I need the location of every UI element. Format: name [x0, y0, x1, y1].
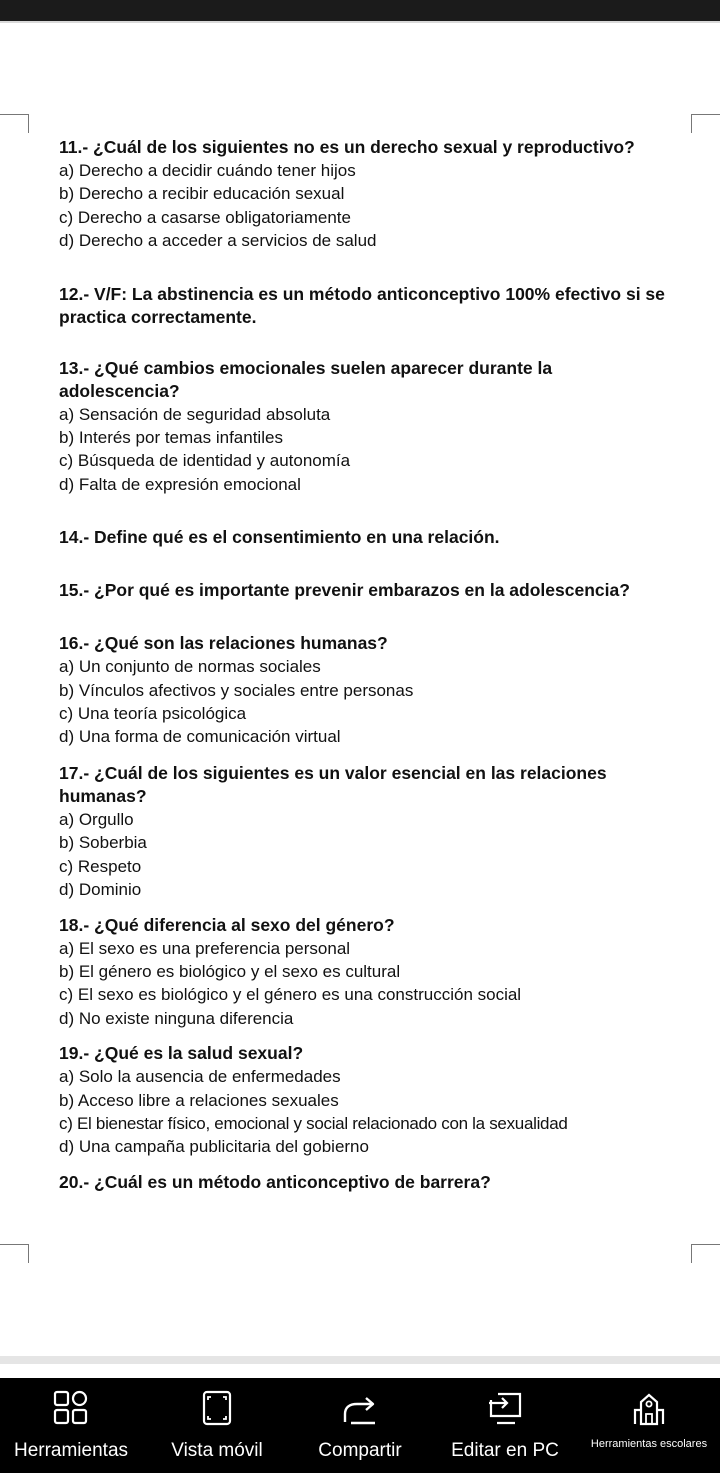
edit-on-pc-label: Editar en PC — [451, 1440, 559, 1461]
answer-option: a) Orgullo — [59, 809, 134, 829]
answer-option: a) Derecho a decidir cuándo tener hijos — [59, 161, 356, 180]
answer-option: a) Solo la ausencia de enfermedades — [59, 1067, 341, 1087]
question-text: 20.- ¿Cuál es un método anticonceptivo de barrera? — [59, 1171, 491, 1192]
answer-option: b) El género es biológico y el sexo es cultural — [59, 961, 401, 981]
answer-option: d) Derecho a acceder a servicios de salud — [59, 231, 377, 251]
question-11 — [59, 136, 709, 253]
bottom-toolbar — [0, 1378, 720, 1473]
divider — [0, 21, 720, 23]
answer-option: b) Derecho a recibir educación sexual — [59, 184, 345, 204]
edit-on-pc-icon — [487, 1390, 523, 1426]
question-text: 15.- ¿Por qué es importante prevenir embarazos en la adolescencia? — [59, 580, 630, 601]
edit-on-pc-button[interactable] — [432, 1378, 578, 1473]
answer-option: b) Vínculos afectivos y sociales entre personas — [59, 680, 414, 700]
grid-icon — [53, 1390, 89, 1426]
question-12 — [59, 283, 709, 329]
divider — [0, 1356, 720, 1364]
tools-label: Herramientas — [13, 1440, 129, 1461]
share-button[interactable] — [292, 1378, 428, 1473]
school-tools-label: Herramientas escolares — [590, 1438, 708, 1450]
crop-corner-top-right[interactable] — [691, 114, 720, 133]
share-icon — [342, 1390, 378, 1426]
status-bar — [0, 0, 720, 21]
school-icon — [631, 1390, 667, 1426]
answer-option: d) Dominio — [59, 880, 142, 900]
answer-option: c) Derecho a casarse obligatoriamente — [59, 207, 351, 227]
question-text: 18.- ¿Qué diferencia al sexo del género? — [59, 914, 395, 935]
answer-option: d) Una forma de comunicación virtual — [59, 727, 341, 747]
mobile-view-button[interactable] — [145, 1378, 289, 1473]
question-text: 12.- V/F: La abstinencia es un método anticonceptivo 100% efectivo si se practica correctamente. — [59, 283, 665, 327]
crop-corner-bottom-right[interactable] — [691, 1244, 720, 1263]
question-text: 14.- Define qué es el consentimiento en una relación. — [59, 527, 500, 548]
answer-option: a) Un conjunto de normas sociales — [59, 657, 321, 677]
document-page — [59, 136, 709, 1194]
answer-option: a) Sensación de seguridad absoluta — [59, 404, 331, 424]
answer-option: d) Falta de expresión emocional — [59, 474, 301, 494]
answer-option: c) El bienestar físico, emocional y social relacionado con la sexualidad — [59, 1113, 568, 1133]
question-text: 17.- ¿Cuál de los siguientes es un valor esencial en las relaciones humanas? — [59, 762, 607, 806]
answer-option: b) Interés por temas infantiles — [59, 428, 283, 448]
share-label: Compartir — [318, 1440, 402, 1461]
answer-option: c) El sexo es biológico y el género es una construcción social — [59, 985, 522, 1005]
question-text: 11.- ¿Cuál de los siguientes no es un derecho sexual y reproductivo? — [59, 137, 635, 157]
answer-option: c) Búsqueda de identidad y autonomía — [59, 451, 351, 471]
answer-option: d) Una campaña publicitaria del gobierno — [59, 1137, 369, 1157]
question-19 — [59, 1042, 709, 1159]
question-15 — [59, 579, 709, 602]
question-text: 19.- ¿Qué es la salud sexual? — [59, 1043, 304, 1064]
crop-corner-bottom-left[interactable] — [0, 1244, 29, 1263]
answer-option: d) No existe ninguna diferencia — [59, 1008, 294, 1028]
mobile-view-icon — [199, 1390, 235, 1426]
question-16 — [59, 632, 709, 749]
answer-option: b) Acceso libre a relaciones sexuales — [59, 1090, 339, 1110]
question-18 — [59, 914, 709, 1031]
answer-option: a) El sexo es una preferencia personal — [59, 938, 351, 958]
question-13 — [59, 357, 709, 497]
tools-button[interactable] — [0, 1378, 142, 1473]
answer-option: c) Respeto — [59, 856, 142, 876]
answer-option: c) Una teoría psicológica — [59, 704, 247, 724]
question-17 — [59, 762, 709, 902]
question-20 — [59, 1171, 709, 1194]
crop-corner-top-left[interactable] — [0, 114, 29, 133]
school-tools-button[interactable] — [580, 1378, 718, 1473]
question-text: 16.- ¿Qué son las relaciones humanas? — [59, 633, 388, 654]
mobile-view-label: Vista móvil — [171, 1440, 263, 1461]
question-14 — [59, 526, 709, 549]
question-text: 13.- ¿Qué cambios emocionales suelen aparecer durante la adolescencia? — [59, 357, 553, 401]
answer-option: b) Soberbia — [59, 833, 147, 853]
